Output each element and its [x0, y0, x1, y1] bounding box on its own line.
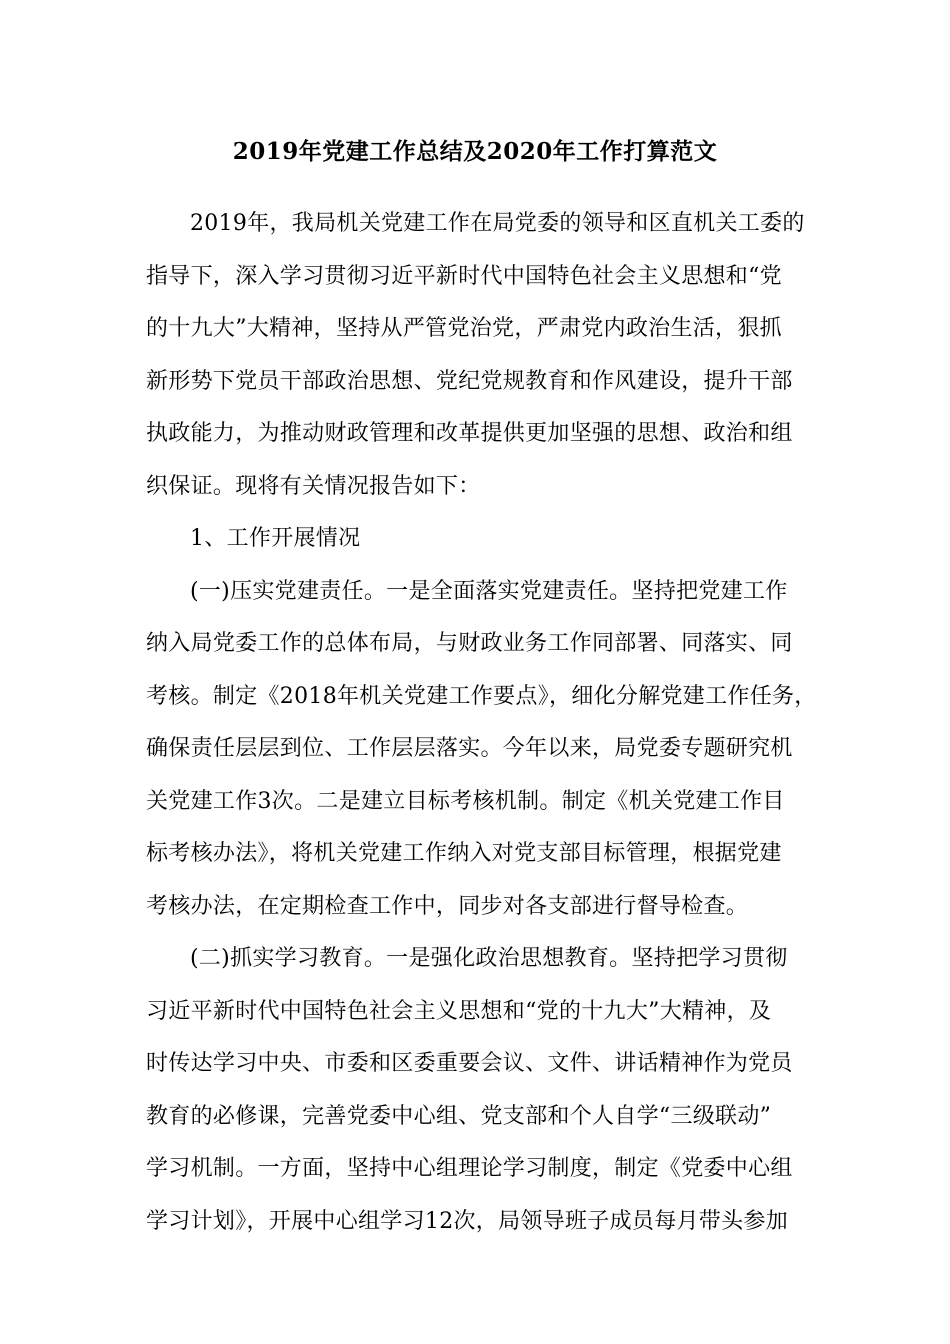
paragraph-2-line-1: (二)抓实学习教育。一是强化政治思想教育。坚持把学习贯彻 — [190, 946, 788, 971]
paragraph-2-line-2: 习近平新时代中国特色社会主义思想和“党的十九大”大精神，及 — [146, 998, 772, 1024]
document-title: 2019年党建工作总结及2020年工作打算范文 — [232, 138, 718, 165]
paragraph-1-line-4: 确保责任层层到位、工作层层落实。今年以来，局党委专题研究机 — [146, 736, 793, 761]
paragraph-1-line-5: 关党建工作3次。二是建立目标考核机制。制定《机关党建工作目 — [146, 788, 785, 814]
paragraph-1-line-6: 标考核办法》，将机关党建工作纳入对党支部目标管理，根据党建 — [146, 841, 782, 866]
paragraph-2-line-4: 教育的必修课，完善党委中心组、党支部和个人自学“三级联动” — [146, 1103, 772, 1129]
paragraph-1-line-3: 考核。制定《2018年机关党建工作要点》，细化分解党建工作任务， — [146, 683, 817, 709]
paragraph-2-line-6: 学习计划》，开展中心组学习12次，局领导班子成员每月带头参加 — [146, 1208, 788, 1234]
paragraph-intro-line-3: 的十九大”大精神，坚持从严管党治党，严肃党内政治生活，狠抓 — [146, 316, 782, 341]
paragraph-2-line-3: 时传达学习中央、市委和区委重要会议、文件、讲话精神作为党员 — [146, 1051, 793, 1076]
paragraph-intro-line-6: 织保证。现将有关情况报告如下： — [146, 473, 481, 499]
paragraph-intro-line-5: 执政能力，为推动财政管理和改革提供更加坚强的思想、政治和组 — [146, 421, 793, 446]
paragraph-intro-line-1: 2019年，我局机关党建工作在局党委的领导和区直机关工委的 — [190, 211, 805, 236]
paragraph-intro-line-4: 新形势下党员干部政治思想、党纪党规教育和作风建设，提升干部 — [146, 368, 793, 394]
paragraph-1-line-7: 考核办法，在定期检查工作中，同步对各支部进行督导检查。 — [146, 893, 749, 919]
document-body — [146, 204, 816, 1254]
section-heading: 1、工作开展情况 — [190, 526, 361, 551]
paragraph-1-line-1: (一)压实党建责任。一是全面落实党建责任。坚持把党建工作 — [190, 578, 788, 604]
paragraph-2-line-5: 学习机制。一方面，坚持中心组理论学习制度，制定《党委中心组 — [146, 1156, 793, 1181]
paragraph-1-line-2: 纳入局党委工作的总体布局，与财政业务工作同部署、同落实、同 — [146, 631, 793, 656]
paragraph-intro-line-2: 指导下，深入学习贯彻习近平新时代中国特色社会主义思想和“党 — [146, 263, 782, 289]
